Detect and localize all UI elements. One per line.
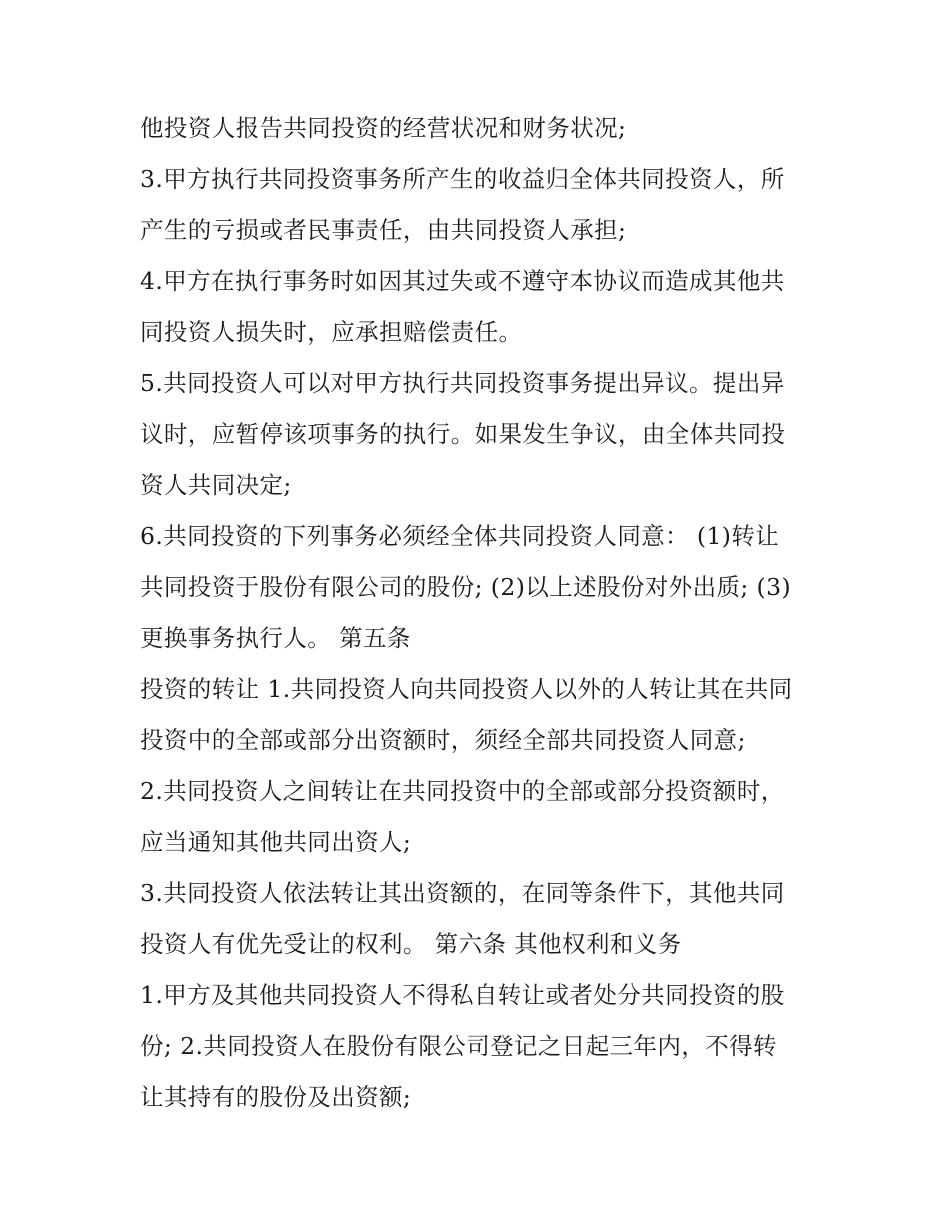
text-line: 份; 2.共同投资人在股份有限公司登记之日起三年内，不得转 bbox=[140, 1032, 777, 1060]
text-line: 更换事务执行人。 第五条 bbox=[140, 624, 411, 652]
text-line: 投资中的全部或部分出资额时，须经全部共同投资人同意; bbox=[140, 726, 746, 754]
text-line: 4.甲方在执行事务时如因其过失或不遵守本协议而造成其他共 bbox=[140, 267, 785, 295]
text-line: 1.甲方及其他共同投资人不得私自转让或者处分共同投资的股 bbox=[140, 981, 785, 1009]
text-line: 共同投资于股份有限公司的股份; (2)以上述股份对外出质; (3) bbox=[140, 573, 792, 601]
text-line: 3.甲方执行共同投资事务所产生的收益归全体共同投资人，所 bbox=[140, 165, 785, 193]
text-line: 投资的转让 1.共同投资人向共同投资人以外的人转让其在共同 bbox=[140, 675, 793, 703]
text-line: 让其持有的股份及出资额; bbox=[140, 1083, 412, 1111]
text-line: 他投资人报告共同投资的经营状况和财务状况; bbox=[140, 114, 627, 142]
document-body bbox=[140, 103, 830, 1123]
text-line: 5.共同投资人可以对甲方执行共同投资事务提出异议。提出异 bbox=[140, 369, 785, 397]
text-line: 议时，应暂停该项事务的执行。如果发生争议，由全体共同投 bbox=[140, 420, 786, 448]
text-line: 3.共同投资人依法转让其出资额的，在同等条件下，其他共同 bbox=[140, 879, 785, 907]
text-line: 资人共同决定; bbox=[140, 471, 292, 499]
text-line: 产生的亏损或者民事责任，由共同投资人承担; bbox=[140, 216, 627, 244]
text-line: 同投资人损失时，应承担赔偿责任。 bbox=[140, 318, 523, 346]
text-line: 应当通知其他共同出资人; bbox=[140, 828, 412, 856]
text-line: 6.共同投资的下列事务必须经全体共同投资人同意： (1)转让 bbox=[140, 522, 780, 550]
text-line: 投资人有优先受让的权利。 第六条 其他权利和义务 bbox=[140, 930, 682, 958]
text-line: 2.共同投资人之间转让在共同投资中的全部或部分投资额时， bbox=[140, 777, 785, 805]
